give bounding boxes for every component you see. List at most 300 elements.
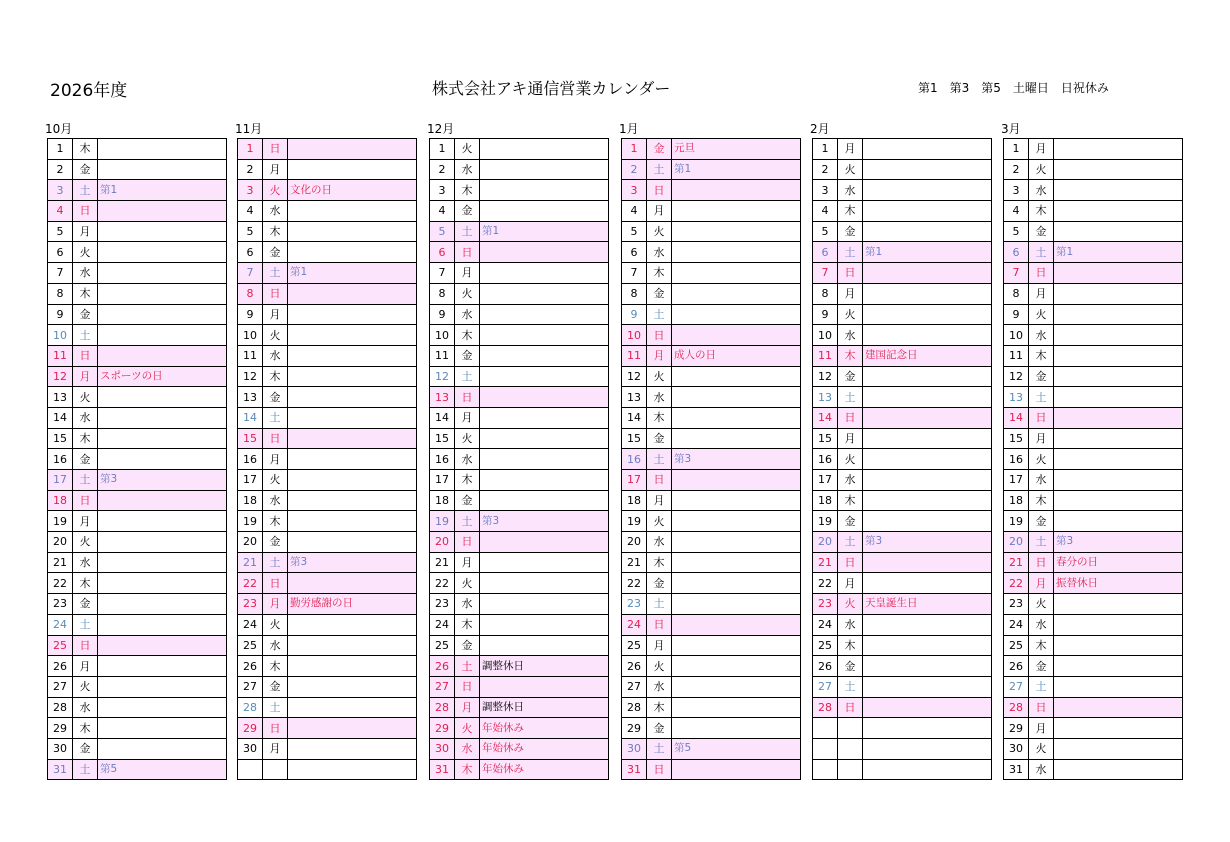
weekday: 金	[73, 159, 98, 180]
day-row	[813, 407, 992, 428]
day-number: 23	[1004, 594, 1029, 615]
day-number: 4	[238, 201, 263, 222]
day-number: 15	[238, 428, 263, 449]
day-row	[1004, 614, 1183, 635]
day-note	[480, 676, 609, 697]
day-number: 17	[238, 470, 263, 491]
day-row	[48, 304, 227, 325]
day-row	[813, 242, 992, 263]
weekday: 金	[647, 428, 672, 449]
day-number: 27	[430, 676, 455, 697]
weekday: 日	[647, 759, 672, 780]
day-number: 4	[622, 201, 647, 222]
day-number: 30	[238, 738, 263, 759]
day-number: 16	[48, 449, 73, 470]
day-note	[98, 511, 227, 532]
day-note: 勤労感謝の日	[288, 594, 417, 615]
day-row	[1004, 676, 1183, 697]
weekday: 日	[263, 428, 288, 449]
day-number: 10	[48, 325, 73, 346]
weekday: 水	[1029, 325, 1054, 346]
day-number: 5	[48, 221, 73, 242]
day-row	[813, 759, 992, 780]
day-row	[622, 366, 801, 387]
day-number: 19	[430, 511, 455, 532]
day-number: 8	[1004, 283, 1029, 304]
day-number: 18	[238, 490, 263, 511]
day-row	[1004, 449, 1183, 470]
day-note	[1054, 428, 1183, 449]
day-note	[672, 697, 801, 718]
day-row	[430, 552, 609, 573]
weekday: 水	[455, 449, 480, 470]
day-note	[288, 139, 417, 160]
day-number: 7	[430, 263, 455, 284]
weekday: 金	[838, 511, 863, 532]
day-note	[288, 738, 417, 759]
day-number: 7	[622, 263, 647, 284]
day-number: 22	[622, 573, 647, 594]
day-number: 25	[48, 635, 73, 656]
day-row	[48, 407, 227, 428]
weekday: 火	[1029, 449, 1054, 470]
day-note	[98, 201, 227, 222]
day-row	[622, 635, 801, 656]
day-note	[480, 552, 609, 573]
day-row	[48, 159, 227, 180]
day-number: 31	[622, 759, 647, 780]
day-row	[48, 697, 227, 718]
month-title: 1月	[619, 122, 639, 136]
day-note: スポーツの日	[98, 366, 227, 387]
weekday	[838, 718, 863, 739]
day-note	[480, 490, 609, 511]
day-note	[288, 304, 417, 325]
weekday: 水	[647, 387, 672, 408]
weekday: 金	[1029, 366, 1054, 387]
day-note	[288, 345, 417, 366]
day-note: 第1	[288, 263, 417, 284]
day-note	[98, 139, 227, 160]
day-note: 第1	[863, 242, 992, 263]
day-note	[1054, 139, 1183, 160]
day-row	[238, 738, 417, 759]
day-note	[863, 759, 992, 780]
day-row	[238, 656, 417, 677]
weekday: 木	[455, 325, 480, 346]
day-row	[430, 738, 609, 759]
day-number	[813, 718, 838, 739]
day-number: 8	[238, 283, 263, 304]
day-row	[1004, 180, 1183, 201]
day-row	[430, 407, 609, 428]
weekday: 金	[455, 201, 480, 222]
day-note	[1054, 366, 1183, 387]
day-note	[98, 552, 227, 573]
weekday: 日	[455, 387, 480, 408]
day-row	[1004, 635, 1183, 656]
day-note	[1054, 325, 1183, 346]
day-note	[288, 697, 417, 718]
day-row	[813, 180, 992, 201]
weekday: 月	[263, 159, 288, 180]
day-note	[863, 511, 992, 532]
day-number: 5	[430, 221, 455, 242]
fiscal-year: 2026年度	[50, 81, 128, 101]
day-number: 26	[1004, 656, 1029, 677]
weekday: 月	[1029, 139, 1054, 160]
month-table	[1003, 138, 1183, 780]
day-note	[480, 470, 609, 491]
weekday: 金	[647, 573, 672, 594]
day-row	[238, 180, 417, 201]
weekday: 月	[838, 283, 863, 304]
day-row	[622, 139, 801, 160]
day-number: 14	[48, 407, 73, 428]
month-table	[429, 138, 609, 780]
day-number: 28	[813, 697, 838, 718]
day-note	[1054, 676, 1183, 697]
day-number: 7	[1004, 263, 1029, 284]
day-row	[622, 738, 801, 759]
day-row	[622, 759, 801, 780]
day-row	[1004, 242, 1183, 263]
day-note: 第1	[480, 221, 609, 242]
weekday: 月	[455, 263, 480, 284]
day-note	[98, 635, 227, 656]
month-table	[621, 138, 801, 780]
day-row	[813, 139, 992, 160]
weekday: 土	[838, 387, 863, 408]
day-row	[1004, 697, 1183, 718]
day-note	[480, 139, 609, 160]
weekday: 木	[455, 614, 480, 635]
day-row	[813, 594, 992, 615]
day-row	[813, 511, 992, 532]
weekday: 土	[1029, 242, 1054, 263]
day-note	[863, 552, 992, 573]
day-row	[238, 242, 417, 263]
month-1	[47, 120, 227, 780]
day-row	[622, 407, 801, 428]
day-note	[288, 573, 417, 594]
weekday: 水	[647, 532, 672, 553]
day-row	[813, 325, 992, 346]
day-row	[1004, 532, 1183, 553]
day-row	[238, 718, 417, 739]
day-row	[430, 449, 609, 470]
day-number: 16	[622, 449, 647, 470]
day-note	[672, 532, 801, 553]
day-number: 26	[813, 656, 838, 677]
month-5	[812, 120, 992, 780]
day-number: 28	[622, 697, 647, 718]
weekday: 月	[647, 635, 672, 656]
day-note: 調整休日	[480, 697, 609, 718]
day-row	[1004, 552, 1183, 573]
weekday: 水	[838, 470, 863, 491]
day-number: 10	[238, 325, 263, 346]
weekday: 土	[455, 511, 480, 532]
day-number: 13	[622, 387, 647, 408]
weekday: 金	[1029, 511, 1054, 532]
day-row	[430, 532, 609, 553]
day-row	[813, 697, 992, 718]
day-row	[430, 490, 609, 511]
day-number	[238, 759, 263, 780]
day-number: 4	[1004, 201, 1029, 222]
day-note	[672, 304, 801, 325]
day-number: 6	[430, 242, 455, 263]
day-number: 29	[622, 718, 647, 739]
day-number	[813, 738, 838, 759]
day-number: 15	[1004, 428, 1029, 449]
weekday: 土	[263, 407, 288, 428]
day-number: 9	[430, 304, 455, 325]
day-note	[288, 490, 417, 511]
day-number: 6	[48, 242, 73, 263]
day-note	[480, 366, 609, 387]
day-note	[1054, 304, 1183, 325]
day-number: 19	[1004, 511, 1029, 532]
weekday: 木	[1029, 490, 1054, 511]
weekday: 土	[73, 614, 98, 635]
day-note	[672, 573, 801, 594]
day-row	[622, 180, 801, 201]
day-note	[480, 180, 609, 201]
day-note	[288, 387, 417, 408]
day-note	[672, 407, 801, 428]
weekday: 水	[1029, 180, 1054, 201]
day-note	[288, 614, 417, 635]
day-row	[430, 366, 609, 387]
day-row	[48, 325, 227, 346]
weekday: 金	[647, 718, 672, 739]
day-row	[48, 614, 227, 635]
day-note	[98, 304, 227, 325]
day-row	[813, 283, 992, 304]
weekday: 日	[73, 635, 98, 656]
day-number: 30	[622, 738, 647, 759]
weekday: 月	[73, 221, 98, 242]
day-note	[672, 366, 801, 387]
day-number: 11	[430, 345, 455, 366]
day-row	[430, 159, 609, 180]
weekday: 水	[73, 697, 98, 718]
day-row	[48, 263, 227, 284]
day-row	[430, 470, 609, 491]
day-note	[480, 345, 609, 366]
weekday: 木	[455, 759, 480, 780]
day-number: 12	[622, 366, 647, 387]
day-row	[238, 221, 417, 242]
day-number: 31	[430, 759, 455, 780]
weekday: 水	[263, 635, 288, 656]
day-number: 26	[430, 656, 455, 677]
weekday: 水	[1029, 759, 1054, 780]
weekday: 火	[455, 718, 480, 739]
day-row	[813, 656, 992, 677]
day-note: 第3	[672, 449, 801, 470]
weekday: 火	[455, 283, 480, 304]
day-note	[480, 532, 609, 553]
weekday: 日	[647, 470, 672, 491]
day-row	[813, 470, 992, 491]
day-row	[622, 532, 801, 553]
day-note	[288, 449, 417, 470]
day-note	[672, 594, 801, 615]
weekday	[838, 759, 863, 780]
weekday: 火	[647, 366, 672, 387]
weekday: 火	[263, 180, 288, 201]
day-row	[238, 470, 417, 491]
day-number: 6	[1004, 242, 1029, 263]
day-row	[430, 635, 609, 656]
weekday: 木	[647, 552, 672, 573]
day-row	[238, 428, 417, 449]
day-number: 8	[622, 283, 647, 304]
weekday: 土	[647, 304, 672, 325]
day-note	[288, 159, 417, 180]
day-row	[48, 470, 227, 491]
day-note: 第3	[288, 552, 417, 573]
day-note	[863, 573, 992, 594]
weekday: 土	[838, 676, 863, 697]
day-row	[430, 242, 609, 263]
day-number: 28	[48, 697, 73, 718]
day-number: 28	[1004, 697, 1029, 718]
weekday: 水	[73, 552, 98, 573]
day-row	[1004, 366, 1183, 387]
weekday: 火	[73, 532, 98, 553]
month-2	[237, 120, 417, 780]
day-note	[1054, 697, 1183, 718]
day-note	[98, 532, 227, 553]
weekday: 土	[1029, 387, 1054, 408]
weekday: 火	[647, 511, 672, 532]
day-row	[622, 221, 801, 242]
day-note	[863, 428, 992, 449]
day-number: 22	[238, 573, 263, 594]
weekday: 土	[838, 242, 863, 263]
weekday: 木	[838, 490, 863, 511]
day-number: 13	[238, 387, 263, 408]
weekday: 月	[263, 738, 288, 759]
weekday: 木	[73, 428, 98, 449]
day-note: 第5	[98, 759, 227, 780]
day-row	[1004, 345, 1183, 366]
day-row	[622, 304, 801, 325]
day-number: 18	[48, 490, 73, 511]
day-number: 13	[430, 387, 455, 408]
day-number: 24	[1004, 614, 1029, 635]
weekday: 木	[1029, 345, 1054, 366]
day-number: 25	[813, 635, 838, 656]
day-note	[98, 242, 227, 263]
weekday: 金	[263, 387, 288, 408]
day-row	[430, 511, 609, 532]
day-note	[1054, 407, 1183, 428]
day-row	[813, 676, 992, 697]
weekday: 日	[73, 201, 98, 222]
weekday: 木	[1029, 635, 1054, 656]
weekday: 水	[263, 345, 288, 366]
day-number: 27	[813, 676, 838, 697]
month-title: 12月	[427, 122, 455, 136]
day-note	[672, 718, 801, 739]
day-row	[430, 139, 609, 160]
day-number: 30	[48, 738, 73, 759]
weekday: 日	[263, 573, 288, 594]
weekday: 日	[838, 407, 863, 428]
day-note: 建国記念日	[863, 345, 992, 366]
day-row	[1004, 511, 1183, 532]
weekday: 日	[263, 139, 288, 160]
day-number: 14	[813, 407, 838, 428]
weekday: 日	[838, 697, 863, 718]
day-note: 年始休み	[480, 738, 609, 759]
day-number: 31	[48, 759, 73, 780]
weekday: 火	[1029, 738, 1054, 759]
day-note	[672, 428, 801, 449]
day-note	[98, 718, 227, 739]
weekday: 水	[73, 407, 98, 428]
day-row	[622, 718, 801, 739]
day-number: 19	[48, 511, 73, 532]
weekday: 金	[838, 221, 863, 242]
weekday: 月	[1029, 283, 1054, 304]
day-note: 調整休日	[480, 656, 609, 677]
day-row	[430, 428, 609, 449]
weekday: 木	[838, 201, 863, 222]
day-number: 14	[622, 407, 647, 428]
day-note	[672, 490, 801, 511]
weekday: 金	[647, 139, 672, 160]
day-number: 26	[48, 656, 73, 677]
day-note	[863, 221, 992, 242]
weekday: 日	[1029, 552, 1054, 573]
day-note: 第5	[672, 738, 801, 759]
day-row	[813, 201, 992, 222]
day-row	[813, 718, 992, 739]
day-row	[813, 490, 992, 511]
day-note	[288, 283, 417, 304]
day-row	[813, 366, 992, 387]
day-number: 13	[813, 387, 838, 408]
day-note	[1054, 635, 1183, 656]
day-row	[1004, 470, 1183, 491]
day-row	[48, 387, 227, 408]
weekday: 日	[1029, 697, 1054, 718]
day-row	[48, 552, 227, 573]
day-note	[1054, 759, 1183, 780]
day-row	[48, 345, 227, 366]
day-note	[863, 656, 992, 677]
day-row	[622, 345, 801, 366]
month-table	[812, 138, 992, 780]
day-row	[238, 573, 417, 594]
day-note	[1054, 470, 1183, 491]
weekday: 水	[455, 159, 480, 180]
day-number: 2	[48, 159, 73, 180]
day-number: 6	[238, 242, 263, 263]
day-row	[48, 532, 227, 553]
day-number: 2	[430, 159, 455, 180]
day-number: 25	[622, 635, 647, 656]
weekday: 木	[263, 221, 288, 242]
weekday: 土	[1029, 532, 1054, 553]
weekday: 火	[455, 573, 480, 594]
